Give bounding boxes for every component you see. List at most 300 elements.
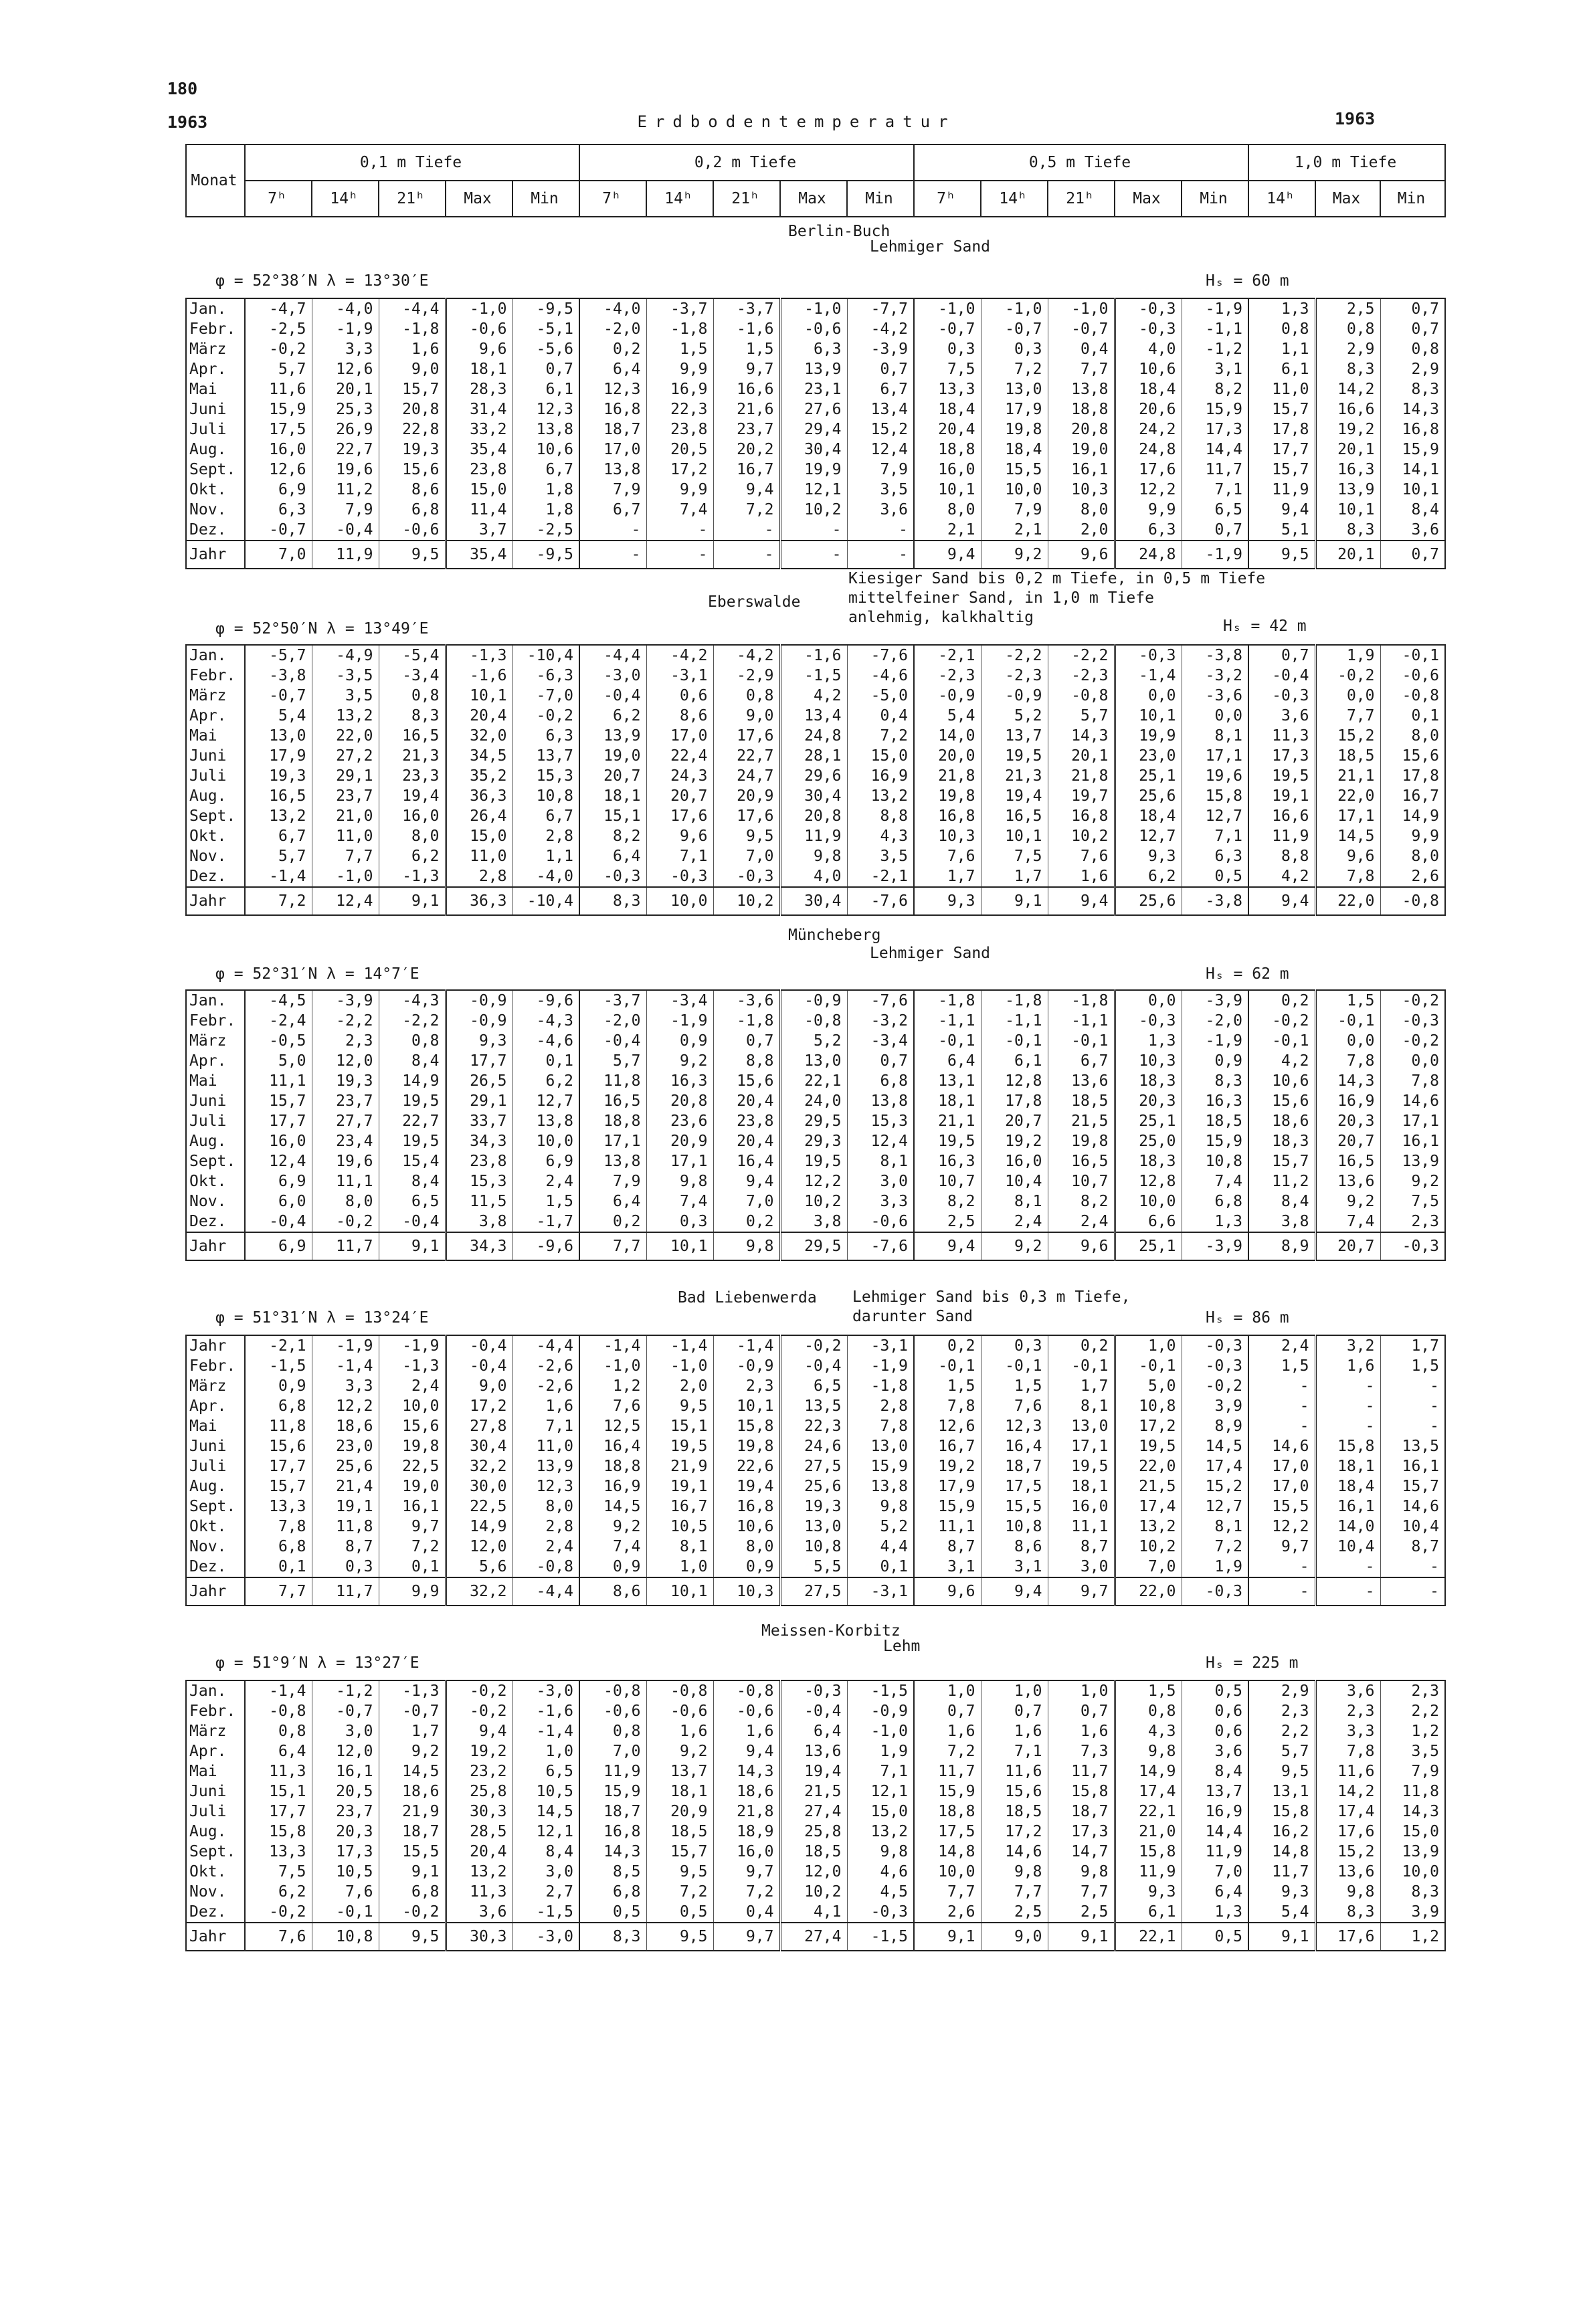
- value-cell: 20,4: [446, 1842, 512, 1862]
- station-header: [186, 569, 1445, 645]
- value-cell: 22,1: [1115, 1802, 1182, 1822]
- value-cell: 14,2: [1315, 1781, 1380, 1802]
- value-cell: 4,6: [847, 1862, 914, 1882]
- value-cell: 19,3: [312, 1071, 379, 1091]
- value-cell: 2,5: [981, 1902, 1048, 1923]
- value-cell: 17,2: [981, 1822, 1048, 1842]
- value-cell: 0,7: [1182, 520, 1248, 541]
- value-cell: 3,6: [1182, 1741, 1248, 1761]
- value-cell: 17,2: [446, 1396, 512, 1416]
- table-row: [186, 1356, 1445, 1376]
- value-cell: -0,6: [579, 1701, 646, 1721]
- value-cell: 7,0: [713, 846, 780, 866]
- value-cell: 5,2: [780, 1031, 847, 1051]
- value-cell: -1,3: [379, 1680, 446, 1701]
- value-cell: 7,0: [245, 541, 312, 569]
- value-cell: 15,6: [379, 460, 446, 480]
- value-cell: 3,8: [1248, 1212, 1315, 1232]
- value-cell: 18,1: [446, 359, 512, 379]
- value-cell: -3,4: [646, 990, 713, 1011]
- table-row: [186, 666, 1445, 686]
- value-cell: -3,6: [1182, 686, 1248, 706]
- value-cell: 13,8: [847, 1476, 914, 1496]
- month-label: Nov.: [186, 1537, 245, 1557]
- value-cell: 9,7: [1048, 1577, 1115, 1606]
- value-cell: 20,4: [914, 419, 981, 440]
- month-label: Okt.: [186, 826, 245, 846]
- value-cell: -0,2: [1380, 1031, 1445, 1051]
- header-col: Min: [1380, 181, 1445, 217]
- value-cell: 14,9: [379, 1071, 446, 1091]
- month-label: Apr.: [186, 1396, 245, 1416]
- month-label: Apr.: [186, 359, 245, 379]
- value-cell: -0,6: [713, 1701, 780, 1721]
- value-cell: 15,7: [1248, 399, 1315, 419]
- value-cell: -3,9: [312, 990, 379, 1011]
- value-cell: 14,3: [1380, 399, 1445, 419]
- value-cell: 19,0: [1048, 440, 1115, 460]
- value-cell: 25,6: [1115, 786, 1182, 806]
- value-cell: -2,9: [713, 666, 780, 686]
- value-cell: 7,4: [646, 500, 713, 520]
- table-row: [186, 1537, 1445, 1557]
- value-cell: -0,4: [579, 1031, 646, 1051]
- value-cell: 0,3: [981, 1335, 1048, 1356]
- value-cell: 6,4: [914, 1051, 981, 1071]
- value-cell: 6,7: [847, 379, 914, 399]
- value-cell: -1,9: [1182, 541, 1248, 569]
- value-cell: 12,4: [847, 1131, 914, 1151]
- value-cell: 15,9: [245, 399, 312, 419]
- value-cell: -4,4: [512, 1335, 579, 1356]
- value-cell: -0,1: [914, 1031, 981, 1051]
- value-cell: 9,1: [379, 1232, 446, 1260]
- value-cell: 7,8: [847, 1416, 914, 1436]
- value-cell: -1,9: [646, 1011, 713, 1031]
- value-cell: 10,6: [713, 1517, 780, 1537]
- value-cell: 8,2: [579, 826, 646, 846]
- value-cell: -2,3: [981, 666, 1048, 686]
- value-cell: -1,6: [512, 1701, 579, 1721]
- value-cell: -: [1248, 1577, 1315, 1606]
- value-cell: 6,2: [245, 1882, 312, 1902]
- value-cell: 7,5: [981, 846, 1048, 866]
- value-cell: 20,7: [579, 766, 646, 786]
- value-cell: 16,5: [1315, 1151, 1380, 1171]
- soil-temperature-table: [185, 144, 1446, 1951]
- month-label: Okt.: [186, 1171, 245, 1191]
- value-cell: 6,4: [579, 359, 646, 379]
- value-cell: 1,5: [1248, 1356, 1315, 1376]
- value-cell: 12,6: [245, 460, 312, 480]
- value-cell: 32,2: [446, 1577, 512, 1606]
- value-cell: 4,3: [1115, 1721, 1182, 1741]
- value-cell: 7,6: [245, 1923, 312, 1951]
- value-cell: -1,5: [512, 1902, 579, 1923]
- value-cell: 0,2: [579, 1212, 646, 1232]
- value-cell: 0,5: [646, 1902, 713, 1923]
- value-cell: 7,7: [312, 846, 379, 866]
- station-elevation: Hₛ = 42 m: [1223, 617, 1307, 635]
- value-cell: 17,7: [1248, 440, 1315, 460]
- value-cell: 8,4: [379, 1171, 446, 1191]
- table-row: [186, 1396, 1445, 1416]
- value-cell: 10,8: [780, 1537, 847, 1557]
- value-cell: 7,2: [646, 1882, 713, 1902]
- value-cell: 11,6: [245, 379, 312, 399]
- value-cell: 16,7: [646, 1496, 713, 1517]
- value-cell: 28,1: [780, 746, 847, 766]
- value-cell: 21,5: [780, 1781, 847, 1802]
- value-cell: 0,8: [579, 1721, 646, 1741]
- value-cell: -: [1315, 1416, 1380, 1436]
- value-cell: 7,7: [245, 1577, 312, 1606]
- value-cell: 16,4: [981, 1436, 1048, 1456]
- value-cell: 14,9: [446, 1517, 512, 1537]
- value-cell: -0,8: [579, 1680, 646, 1701]
- value-cell: 15,0: [446, 826, 512, 846]
- value-cell: 22,8: [379, 419, 446, 440]
- value-cell: 17,6: [713, 726, 780, 746]
- header-col: 7ʰ: [579, 181, 646, 217]
- value-cell: -3,5: [312, 666, 379, 686]
- value-cell: 19,4: [780, 1761, 847, 1781]
- value-cell: 13,7: [1182, 1781, 1248, 1802]
- value-cell: 13,0: [1048, 1416, 1115, 1436]
- value-cell: 19,6: [1182, 766, 1248, 786]
- value-cell: 3,5: [312, 686, 379, 706]
- value-cell: -3,9: [847, 339, 914, 359]
- value-cell: 15,2: [1315, 726, 1380, 746]
- value-cell: 25,6: [312, 1456, 379, 1476]
- month-label: Apr.: [186, 1051, 245, 1071]
- value-cell: 1,0: [1115, 1335, 1182, 1356]
- month-label: Febr.: [186, 666, 245, 686]
- value-cell: 16,9: [646, 379, 713, 399]
- value-cell: 9,5: [646, 1862, 713, 1882]
- value-cell: -: [780, 541, 847, 569]
- value-cell: -4,2: [713, 645, 780, 666]
- value-cell: 18,7: [579, 419, 646, 440]
- value-cell: 7,2: [914, 1741, 981, 1761]
- value-cell: -0,3: [1115, 298, 1182, 319]
- value-cell: 3,5: [847, 846, 914, 866]
- value-cell: 11,5: [446, 1191, 512, 1212]
- value-cell: 6,4: [245, 1741, 312, 1761]
- value-cell: 13,2: [446, 1862, 512, 1882]
- value-cell: 19,4: [379, 786, 446, 806]
- page-title: Erdbodentemperatur: [637, 112, 956, 131]
- value-cell: 7,1: [1182, 480, 1248, 500]
- value-cell: 9,8: [1315, 1882, 1380, 1902]
- value-cell: -2,3: [914, 666, 981, 686]
- value-cell: 18,7: [981, 1456, 1048, 1476]
- value-cell: 25,8: [446, 1781, 512, 1802]
- month-label: Dez.: [186, 1557, 245, 1577]
- value-cell: 34,3: [446, 1232, 512, 1260]
- value-cell: 16,3: [1182, 1091, 1248, 1111]
- value-cell: 16,6: [713, 379, 780, 399]
- value-cell: 2,9: [1248, 1680, 1315, 1701]
- value-cell: 21,8: [1048, 766, 1115, 786]
- value-cell: -10,4: [512, 645, 579, 666]
- value-cell: -: [1315, 1376, 1380, 1396]
- value-cell: -1,9: [379, 1335, 446, 1356]
- header-col: Max: [780, 181, 847, 217]
- value-cell: 15,9: [579, 1781, 646, 1802]
- value-cell: 18,4: [981, 440, 1048, 460]
- value-cell: -4,7: [245, 298, 312, 319]
- value-cell: 13,3: [914, 379, 981, 399]
- value-cell: 18,8: [579, 1456, 646, 1476]
- value-cell: -1,5: [847, 1680, 914, 1701]
- value-cell: 8,1: [847, 1151, 914, 1171]
- value-cell: 13,2: [245, 806, 312, 826]
- value-cell: 8,7: [312, 1537, 379, 1557]
- value-cell: -0,6: [847, 1212, 914, 1232]
- value-cell: 4,1: [780, 1902, 847, 1923]
- value-cell: 13,3: [245, 1842, 312, 1862]
- value-cell: 7,5: [914, 359, 981, 379]
- value-cell: 1,6: [512, 1396, 579, 1416]
- value-cell: 6,2: [379, 846, 446, 866]
- value-cell: -0,1: [914, 1356, 981, 1376]
- value-cell: -1,8: [646, 319, 713, 339]
- table-row: [186, 1923, 1445, 1951]
- value-cell: -1,5: [847, 1923, 914, 1951]
- station-soil: Kiesiger Sand bis 0,2 m Tiefe, in 0,5 m Tiefe mittelfeiner Sand, in 1,0 m Tiefe anlehmig, kalkhaltig: [848, 570, 1266, 626]
- value-cell: 14,5: [512, 1802, 579, 1822]
- value-cell: 6,2: [579, 706, 646, 726]
- value-cell: 0,8: [713, 686, 780, 706]
- value-cell: -: [646, 520, 713, 541]
- value-cell: 8,0: [379, 826, 446, 846]
- value-cell: -0,3: [847, 1902, 914, 1923]
- value-cell: 27,7: [312, 1111, 379, 1131]
- value-cell: 19,5: [646, 1436, 713, 1456]
- value-cell: 17,9: [245, 746, 312, 766]
- value-cell: 12,5: [579, 1416, 646, 1436]
- value-cell: 16,4: [579, 1436, 646, 1456]
- table-row: [186, 887, 1445, 915]
- month-label: März: [186, 1721, 245, 1741]
- value-cell: 10,2: [780, 500, 847, 520]
- value-cell: 17,3: [312, 1842, 379, 1862]
- value-cell: -9,5: [512, 298, 579, 319]
- value-cell: 6,1: [512, 379, 579, 399]
- value-cell: 13,7: [646, 1761, 713, 1781]
- header-col: Max: [1315, 181, 1380, 217]
- value-cell: 21,1: [1315, 766, 1380, 786]
- value-cell: 23,7: [312, 1802, 379, 1822]
- value-cell: 30,4: [780, 440, 847, 460]
- value-cell: 19,2: [914, 1456, 981, 1476]
- value-cell: 9,0: [446, 1376, 512, 1396]
- value-cell: 5,4: [1248, 1902, 1315, 1923]
- value-cell: 10,8: [512, 786, 579, 806]
- value-cell: 9,6: [914, 1577, 981, 1606]
- value-cell: 5,0: [1115, 1376, 1182, 1396]
- month-label: Jahr: [186, 887, 245, 915]
- month-label: Mai: [186, 726, 245, 746]
- value-cell: 6,6: [1115, 1212, 1182, 1232]
- value-cell: 0,4: [713, 1902, 780, 1923]
- header-depth-0-2: 0,2 m Tiefe: [579, 144, 914, 181]
- value-cell: 14,3: [1380, 1802, 1445, 1822]
- value-cell: 27,6: [780, 399, 847, 419]
- value-cell: 16,0: [245, 1131, 312, 1151]
- value-cell: 28,3: [446, 379, 512, 399]
- value-cell: 8,3: [1380, 379, 1445, 399]
- value-cell: 9,2: [981, 1232, 1048, 1260]
- value-cell: 17,6: [713, 806, 780, 826]
- value-cell: 9,9: [646, 359, 713, 379]
- value-cell: 17,4: [1115, 1781, 1182, 1802]
- value-cell: 16,3: [646, 1071, 713, 1091]
- value-cell: 13,1: [914, 1071, 981, 1091]
- value-cell: 9,6: [1315, 846, 1380, 866]
- value-cell: 9,6: [446, 339, 512, 359]
- value-cell: -3,1: [646, 666, 713, 686]
- value-cell: 6,8: [379, 1882, 446, 1902]
- value-cell: 19,3: [379, 440, 446, 460]
- value-cell: 15,5: [981, 460, 1048, 480]
- value-cell: 7,9: [312, 500, 379, 520]
- value-cell: 16,0: [1048, 1496, 1115, 1517]
- value-cell: 11,7: [1048, 1761, 1115, 1781]
- value-cell: 17,0: [646, 726, 713, 746]
- value-cell: 19,1: [1248, 786, 1315, 806]
- station-soil: Lehmiger Sand bis 0,3 m Tiefe, darunter Sand: [852, 1288, 1131, 1325]
- value-cell: 19,4: [981, 786, 1048, 806]
- month-label: Sept.: [186, 1842, 245, 1862]
- value-cell: 0,8: [1380, 339, 1445, 359]
- value-cell: -0,2: [1315, 666, 1380, 686]
- table-row: [186, 846, 1445, 866]
- value-cell: 2,5: [1048, 1902, 1115, 1923]
- value-cell: 9,2: [646, 1051, 713, 1071]
- value-cell: 2,7: [512, 1882, 579, 1902]
- value-cell: 20,7: [646, 786, 713, 806]
- value-cell: 7,7: [1048, 1882, 1115, 1902]
- value-cell: -10,4: [512, 887, 579, 915]
- value-cell: -: [1248, 1396, 1315, 1416]
- value-cell: 3,1: [914, 1557, 981, 1577]
- value-cell: 5,2: [981, 706, 1048, 726]
- value-cell: 19,0: [579, 746, 646, 766]
- value-cell: 9,5: [646, 1396, 713, 1416]
- value-cell: 17,8: [981, 1091, 1048, 1111]
- month-label: Juni: [186, 1091, 245, 1111]
- value-cell: -1,0: [579, 1356, 646, 1376]
- value-cell: 20,8: [379, 399, 446, 419]
- value-cell: 6,3: [1182, 846, 1248, 866]
- value-cell: 7,0: [579, 1741, 646, 1761]
- value-cell: 22,4: [646, 746, 713, 766]
- value-cell: 3,0: [847, 1171, 914, 1191]
- table-row: [186, 726, 1445, 746]
- value-cell: 11,9: [579, 1761, 646, 1781]
- value-cell: 14,3: [1048, 726, 1115, 746]
- value-cell: 16,4: [713, 1151, 780, 1171]
- value-cell: 2,3: [1315, 1701, 1380, 1721]
- value-cell: 15,9: [1182, 1131, 1248, 1151]
- value-cell: 5,0: [245, 1051, 312, 1071]
- value-cell: -1,9: [1182, 1031, 1248, 1051]
- value-cell: 2,3: [713, 1376, 780, 1396]
- value-cell: 8,9: [1182, 1416, 1248, 1436]
- table-row: [186, 359, 1445, 379]
- value-cell: 10,1: [1315, 500, 1380, 520]
- value-cell: 7,4: [579, 1537, 646, 1557]
- value-cell: 10,0: [981, 480, 1048, 500]
- value-cell: 24,8: [1115, 440, 1182, 460]
- value-cell: 6,1: [1115, 1902, 1182, 1923]
- value-cell: -0,5: [245, 1031, 312, 1051]
- value-cell: 0,7: [847, 359, 914, 379]
- value-cell: -0,7: [379, 1701, 446, 1721]
- value-cell: 1,6: [1315, 1356, 1380, 1376]
- value-cell: 16,0: [245, 440, 312, 460]
- value-cell: 16,8: [1380, 419, 1445, 440]
- value-cell: 3,6: [1315, 1680, 1380, 1701]
- value-cell: -1,8: [914, 990, 981, 1011]
- value-cell: 10,2: [713, 887, 780, 915]
- value-cell: 20,3: [1315, 1111, 1380, 1131]
- month-label: März: [186, 339, 245, 359]
- value-cell: 15,8: [245, 1822, 312, 1842]
- month-label: Aug.: [186, 1822, 245, 1842]
- value-cell: 8,4: [1182, 1761, 1248, 1781]
- value-cell: 13,5: [1380, 1436, 1445, 1456]
- station-elevation: Hₛ = 62 m: [1206, 965, 1289, 983]
- value-cell: 15,8: [1115, 1842, 1182, 1862]
- value-cell: 1,6: [1048, 1721, 1115, 1741]
- value-cell: 35,4: [446, 541, 512, 569]
- value-cell: 0,8: [379, 686, 446, 706]
- value-cell: 17,4: [1115, 1496, 1182, 1517]
- value-cell: 14,4: [1182, 440, 1248, 460]
- value-cell: 36,3: [446, 887, 512, 915]
- value-cell: 16,5: [579, 1091, 646, 1111]
- value-cell: 8,4: [379, 1051, 446, 1071]
- value-cell: 9,0: [713, 706, 780, 726]
- value-cell: 13,1: [1248, 1781, 1315, 1802]
- value-cell: 0,2: [713, 1212, 780, 1232]
- value-cell: -0,2: [446, 1701, 512, 1721]
- value-cell: 16,1: [1048, 460, 1115, 480]
- value-cell: 18,4: [914, 399, 981, 419]
- value-cell: -1,9: [312, 319, 379, 339]
- value-cell: 6,4: [579, 846, 646, 866]
- station-name: Müncheberg: [788, 927, 881, 944]
- value-cell: 12,2: [780, 1171, 847, 1191]
- value-cell: 2,3: [312, 1031, 379, 1051]
- value-cell: 1,5: [1315, 990, 1380, 1011]
- value-cell: 0,7: [1380, 319, 1445, 339]
- value-cell: 8,3: [1315, 520, 1380, 541]
- value-cell: 2,2: [1248, 1721, 1315, 1741]
- value-cell: 7,2: [981, 359, 1048, 379]
- value-cell: 16,5: [981, 806, 1048, 826]
- value-cell: 11,8: [245, 1416, 312, 1436]
- value-cell: 1,0: [512, 1741, 579, 1761]
- value-cell: -4,2: [847, 319, 914, 339]
- value-cell: 18,1: [914, 1091, 981, 1111]
- month-label: Mai: [186, 1071, 245, 1091]
- table-row: [186, 1680, 1445, 1701]
- value-cell: 23,8: [713, 1111, 780, 1131]
